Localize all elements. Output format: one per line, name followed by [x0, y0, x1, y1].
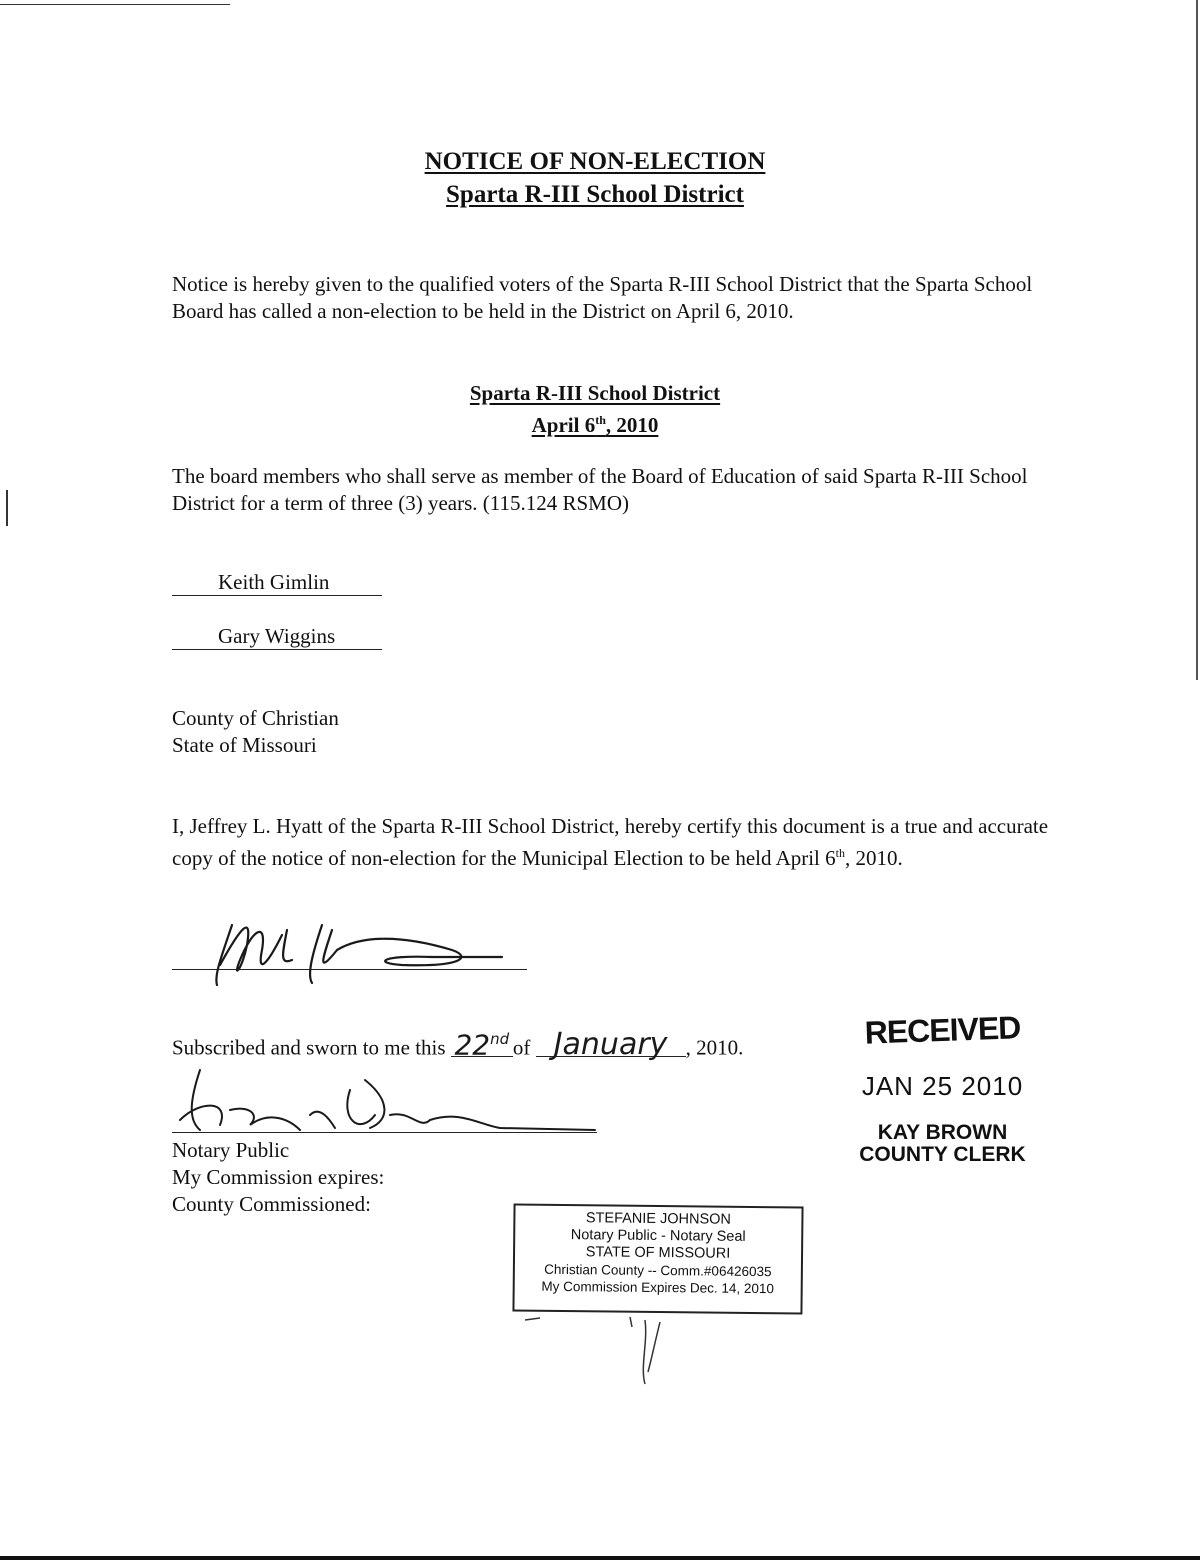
scan-edge-bottom: [0, 1556, 1200, 1560]
sworn-statement: [172, 1027, 744, 1063]
sworn-of: of: [512, 1035, 531, 1060]
scan-edge-right: [1196, 0, 1198, 680]
scan-edge-top: [0, 4, 230, 5]
member-name: Gary Wiggins: [172, 624, 382, 650]
signature-line: [172, 969, 527, 970]
county-commissioned: County Commissioned:: [172, 1192, 371, 1216]
seal-line-1: STEFANIE JOHNSON: [585, 1210, 732, 1228]
notary-signature-line: [172, 1132, 597, 1133]
received-office: COUNTY CLERK: [859, 1143, 1026, 1166]
seal-line-3: STATE OF MISSOURI: [585, 1244, 731, 1262]
stamp-ink-smudge: [520, 1312, 700, 1392]
document-subtitle: Sparta R-III School District: [446, 181, 744, 208]
notary-signature: [160, 1060, 610, 1140]
state-line: State of Missouri: [172, 733, 317, 757]
sworn-text: Subscribed and sworn to me this: [172, 1035, 446, 1060]
sworn-year: , 2010.: [685, 1035, 744, 1060]
intro-paragraph: Notice is hereby given to the qualified voters of the Sparta R-III School District that the Sparta School Board has called a non-election to be held in the District on April 6, 2010.: [172, 272, 1033, 323]
notary-seal-stamp: [512, 1203, 803, 1314]
county-line: County of Christian: [172, 706, 339, 730]
subheading-district: Sparta R-III School District: [469, 381, 721, 405]
seal-line-2: Notary Public - Notary Seal: [570, 1227, 746, 1245]
certification-paragraph: I, Jeffrey L. Hyatt of the Sparta R-III School District, hereby certify this document is a true and accurate copy of the notice of non-election for the Municipal Election to be held April 6th, 2010.: [172, 814, 1049, 870]
received-stamp: [855, 1009, 1030, 1166]
commission-expires: My Commission expires:: [172, 1165, 385, 1189]
member-name: Keith Gimlin: [172, 570, 382, 596]
sworn-day: 22nd: [451, 1028, 513, 1057]
notary-label: Notary Public: [172, 1138, 290, 1162]
received-date: JAN 25 2010: [861, 1071, 1024, 1101]
certifier-signature: [172, 905, 532, 990]
seal-line-5: My Commission Expires Dec. 14, 2010: [541, 1278, 775, 1297]
received-name: KAY BROWN: [877, 1121, 1008, 1144]
board-paragraph: The board members who shall serve as member of the Board of Education of said Sparta R-III School District for a term of three (3) years. (115.124 RSMO): [172, 464, 1028, 515]
member-2: [172, 624, 382, 650]
seal-line-4: Christian County -- Comm.#06426035: [544, 1261, 772, 1280]
scan-mark-left: [6, 490, 8, 526]
received-label: RECEIVED: [864, 1009, 1021, 1051]
document-title: NOTICE OF NON-ELECTION: [424, 148, 766, 175]
subheading: [0, 380, 1190, 439]
member-1: [172, 570, 382, 596]
sworn-month: January: [536, 1034, 686, 1057]
subheading-date: April 6th, 2010: [531, 413, 659, 437]
